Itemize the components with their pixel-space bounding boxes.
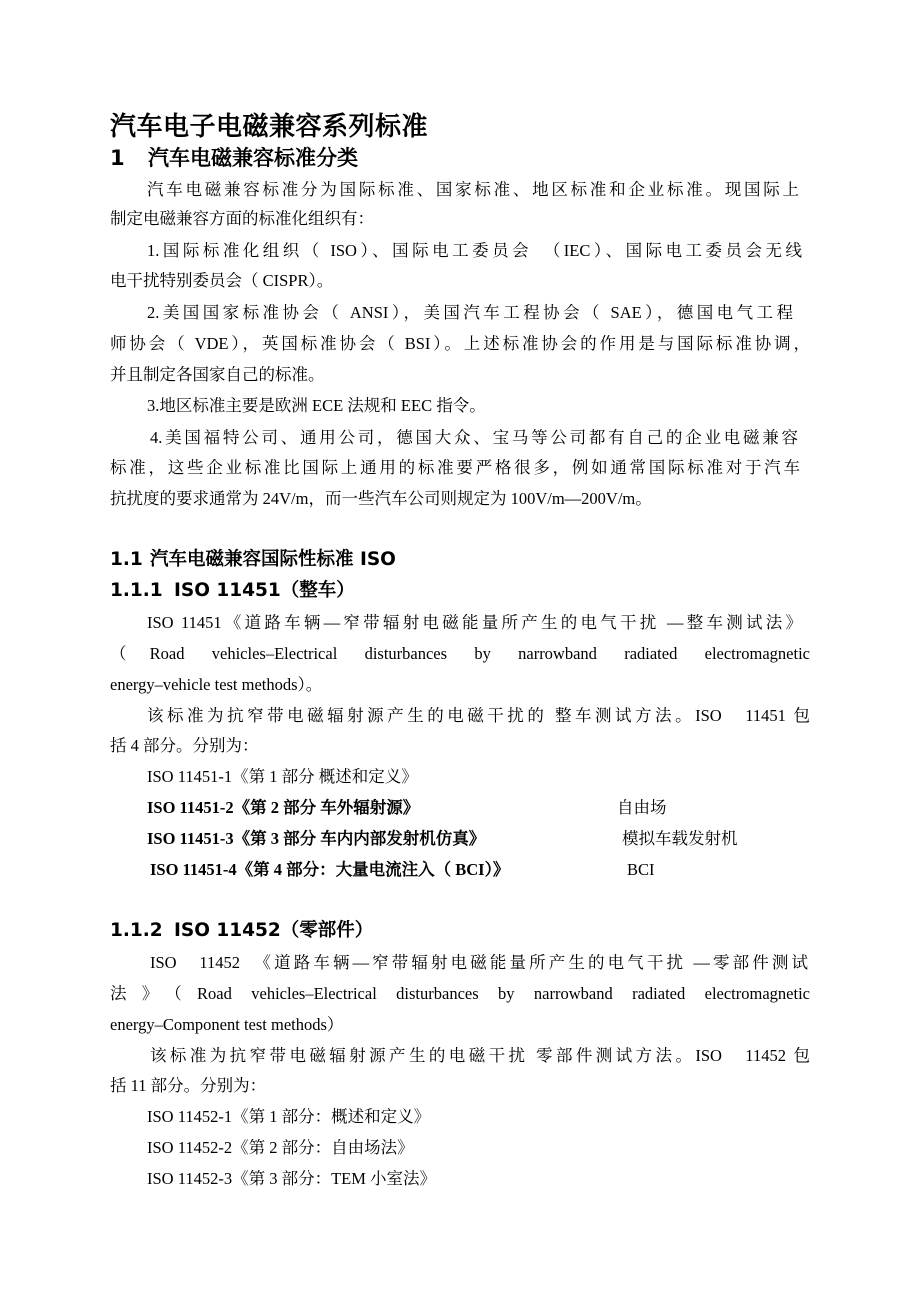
section-1-1-1-heading	[110, 578, 355, 604]
paragraph-line: 括 11 部分。分别为：	[110, 1076, 267, 1095]
part-item: ISO 11451-1《第 1 部分 概述和定义》	[147, 767, 418, 786]
section-1-heading	[110, 144, 358, 172]
paragraph-line: 标准，这些企业标准比国际上通用的标准要严格很多，例如通常国际标准对于汽车	[110, 458, 800, 477]
paragraph-line: ISO 11452 《道路车辆—窄带辐射电磁能量所产生的电气干扰 —零部件测试	[150, 953, 808, 972]
part-item: ISO 11452-1《第 1 部分：概述和定义》	[147, 1107, 431, 1126]
section-title: ISO 11451（整车）	[174, 580, 355, 601]
section-number: 1	[110, 146, 125, 170]
paragraph-line: 1.国际标准化组织（ ISO）、国际电工委员会 （IEC）、国际电工委员会无线	[147, 241, 802, 260]
paragraph-line: 汽车电磁兼容标准分为国际标准、国家标准、地区标准和企业标准。现国际上	[147, 180, 799, 199]
section-title: 汽车电磁兼容标准分类	[148, 146, 358, 170]
paragraph-line: 并且制定各国家自己的标准。	[110, 365, 325, 384]
part-item: ISO 11452-2《第 2 部分：自由场法》	[147, 1138, 414, 1157]
paragraph-line: 抗扰度的要求通常为 24V/m，而一些汽车公司则规定为 100V/m—200V/m。	[110, 489, 652, 508]
part-item: ISO 11452-3《第 3 部分：TEM 小室法》	[147, 1169, 437, 1188]
paragraph-line: ISO 11451《道路车辆—窄带辐射电磁能量所产生的电气干扰 —整车测试法》	[147, 613, 802, 632]
paragraph-line: 该标准为抗窄带电磁辐射源产生的电磁干扰的 整车测试方法。ISO 11451 包	[147, 706, 810, 725]
part-item: ISO 11451-2《第 2 部分 车外辐射源》	[147, 798, 420, 817]
paragraph-line: 法》（Road vehicles–Electrical disturbances by narrowband radiated electromagnetic	[110, 984, 810, 1003]
paragraph-line: 括 4 部分。分别为：	[110, 736, 259, 755]
paragraph-line: energy–Component test methods）	[110, 1015, 344, 1034]
part-note: BCI	[627, 860, 655, 879]
part-note: 自由场	[617, 798, 667, 817]
part-item: ISO 11451-3《第 3 部分 车内内部发射机仿真》	[147, 829, 486, 848]
part-note: 模拟车载发射机	[622, 829, 738, 848]
document-title: 汽车电子电磁兼容系列标准	[110, 112, 429, 142]
paragraph-line: （Road vehicles–Electrical disturbances by narrowband radiated electromagnetic	[110, 644, 810, 663]
paragraph-line: 2.美国国家标准协会（ ANSI），美国汽车工程协会（ SAE），德国电气工程	[147, 303, 793, 322]
paragraph-line: 3.地区标准主要是欧洲 ECE 法规和 EEC 指令。	[147, 396, 486, 415]
section-number: 1.1.2	[110, 920, 163, 941]
section-1-1-2-heading	[110, 918, 373, 944]
section-title: 汽车电磁兼容国际性标准 ISO	[150, 549, 396, 570]
paragraph-line: 该标准为抗窄带电磁辐射源产生的电磁干扰 零部件测试方法。ISO 11452 包	[150, 1046, 810, 1065]
paragraph-line: 4.美国福特公司、通用公司，德国大众、宝马等公司都有自己的企业电磁兼容	[150, 428, 798, 447]
section-title: ISO 11452（零部件）	[174, 920, 374, 941]
paragraph-line: 制定电磁兼容方面的标准化组织有：	[110, 209, 374, 228]
section-1-1-heading	[110, 547, 396, 573]
section-number: 1.1.1	[110, 580, 163, 601]
part-item: ISO 11451-4《第 4 部分：大量电流注入（ BCI）》	[150, 860, 510, 879]
paragraph-line: energy–vehicle test methods）。	[110, 675, 323, 694]
paragraph-line: 师协会（ VDE），英国标准协会（ BSI）。上述标准协会的作用是与国际标准协调，	[110, 334, 810, 353]
paragraph-line: 电干扰特别委员会（ CISPR）。	[110, 271, 334, 290]
section-number: 1.1	[110, 549, 143, 570]
